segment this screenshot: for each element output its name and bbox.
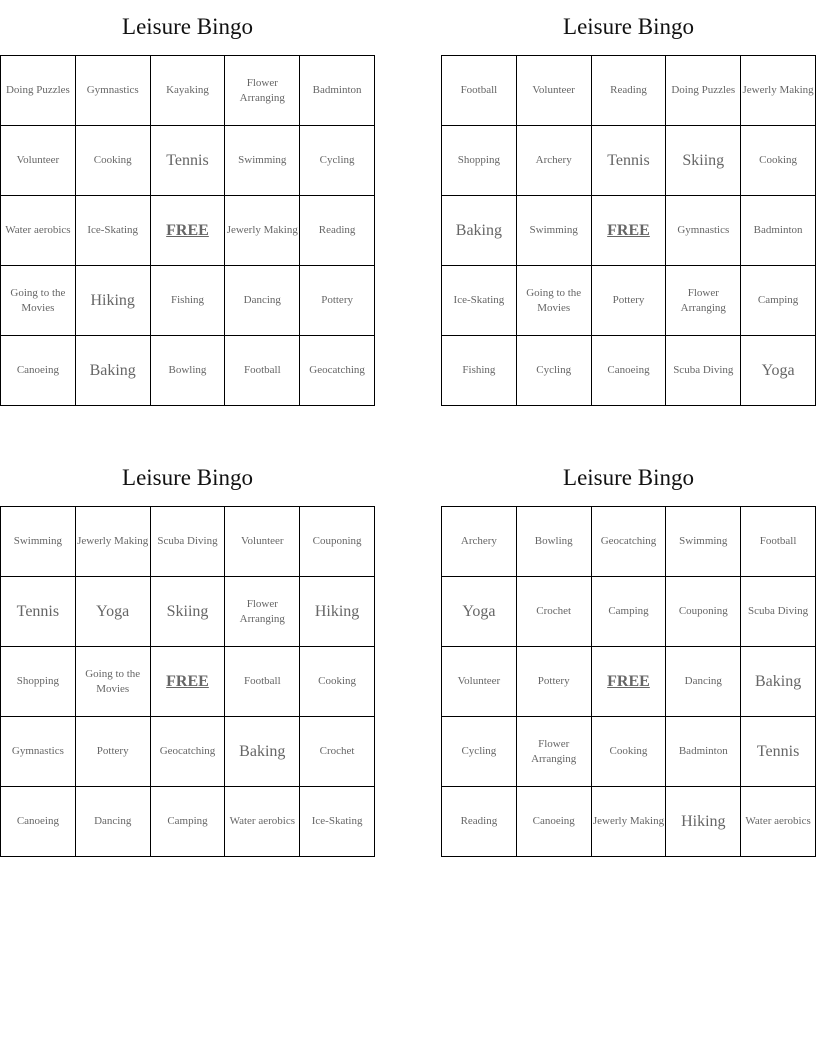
bingo-cell: Hiking [666,787,741,857]
bingo-cell: Badminton [666,717,741,787]
bingo-cell: Scuba Diving [151,507,226,577]
bingo-cell: Pottery [76,717,151,787]
bingo-cell: Baking [442,196,517,266]
bingo-cell: Camping [741,266,816,336]
card-title: Leisure Bingo [563,14,694,39]
bingo-cell: Cycling [300,126,375,196]
bingo-cell: Pottery [517,647,592,717]
bingo-cell: Reading [300,196,375,266]
free-space-cell: FREE [151,196,226,266]
bingo-cell: Gymnastics [666,196,741,266]
bingo-cell: Water aerobics [225,787,300,857]
bingo-cell: Scuba Diving [741,577,816,647]
bingo-cell: Swimming [225,126,300,196]
bingo-cell: Tennis [151,126,226,196]
bingo-cell: Canoeing [517,787,592,857]
bingo-cell: Volunteer [1,126,76,196]
bingo-cell: Football [442,56,517,126]
bingo-cell: Camping [592,577,667,647]
bingo-cell: Jewerly Making [592,787,667,857]
bingo-cell: Volunteer [517,56,592,126]
bingo-cell: Archery [442,507,517,577]
free-space-cell: FREE [151,647,226,717]
bingo-grid [441,506,816,857]
bingo-cell: Yoga [741,336,816,406]
bingo-cell: Going to the Movies [1,266,76,336]
bingo-cell: Couponing [300,507,375,577]
bingo-cell: Jewerly Making [225,196,300,266]
bingo-cell: Reading [442,787,517,857]
bingo-cell: Baking [741,647,816,717]
bingo-cell: Hiking [76,266,151,336]
bingo-cell: Cooking [300,647,375,717]
bingo-grid [441,55,816,406]
bingo-cell: Couponing [666,577,741,647]
free-space-cell: FREE [592,196,667,266]
bingo-cell: Canoeing [1,336,76,406]
bingo-cell: Football [741,507,816,577]
bingo-cell: Camping [151,787,226,857]
bingo-cell: Skiing [151,577,226,647]
bingo-cell: Dancing [666,647,741,717]
card-title: Leisure Bingo [122,14,253,39]
bingo-cell: Geocatching [300,336,375,406]
bingo-cell: Ice-Skating [442,266,517,336]
bingo-cell: Badminton [300,56,375,126]
bingo-cell: Gymnastics [1,717,76,787]
bingo-cell: Fishing [442,336,517,406]
bingo-cell: Swimming [517,196,592,266]
bingo-cell: Doing Puzzles [666,56,741,126]
bingo-cell: Tennis [592,126,667,196]
bingo-cell: Going to the Movies [76,647,151,717]
bingo-cell: Bowling [151,336,226,406]
bingo-cell: Tennis [741,717,816,787]
bingo-cell: Hiking [300,577,375,647]
bingo-cell: Archery [517,126,592,196]
bingo-cell: Jewerly Making [741,56,816,126]
bingo-cell: Badminton [741,196,816,266]
bingo-cell: Pottery [592,266,667,336]
bingo-cell: Fishing [151,266,226,336]
bingo-cell: Cycling [442,717,517,787]
bingo-cell: Volunteer [225,507,300,577]
bingo-cell: Cooking [592,717,667,787]
bingo-cell: Ice-Skating [76,196,151,266]
bingo-cell: Crochet [300,717,375,787]
bingo-cell: Flower Arranging [225,56,300,126]
bingo-cell: Canoeing [592,336,667,406]
bingo-grid [0,506,375,857]
bingo-cell: Ice-Skating [300,787,375,857]
bingo-cell: Tennis [1,577,76,647]
bingo-cell: Swimming [666,507,741,577]
bingo-cell: Football [225,336,300,406]
bingo-cell: Going to the Movies [517,266,592,336]
bingo-cell: Yoga [76,577,151,647]
bingo-cell: Flower Arranging [666,266,741,336]
bingo-cell: Water aerobics [1,196,76,266]
bingo-cell: Canoeing [1,787,76,857]
bingo-cell: Skiing [666,126,741,196]
bingo-cell: Geocatching [592,507,667,577]
bingo-cell: Crochet [517,577,592,647]
bingo-cell: Baking [76,336,151,406]
bingo-cell: Kayaking [151,56,226,126]
bingo-cell: Shopping [1,647,76,717]
bingo-cell: Yoga [442,577,517,647]
bingo-cell: Shopping [442,126,517,196]
bingo-cell: Reading [592,56,667,126]
bingo-cell: Cooking [741,126,816,196]
bingo-cell: Doing Puzzles [1,56,76,126]
card-title: Leisure Bingo [122,465,253,490]
bingo-cell: Cycling [517,336,592,406]
bingo-cell: Football [225,647,300,717]
bingo-cell: Scuba Diving [666,336,741,406]
free-space-cell: FREE [592,647,667,717]
bingo-cell: Cooking [76,126,151,196]
bingo-cell: Dancing [225,266,300,336]
bingo-cell: Swimming [1,507,76,577]
bingo-grid [0,55,375,406]
bingo-cell: Pottery [300,266,375,336]
card-title: Leisure Bingo [563,465,694,490]
bingo-cell: Gymnastics [76,56,151,126]
bingo-cell: Dancing [76,787,151,857]
bingo-cell: Geocatching [151,717,226,787]
bingo-cell: Baking [225,717,300,787]
bingo-cell: Flower Arranging [517,717,592,787]
bingo-cell: Flower Arranging [225,577,300,647]
bingo-cell: Jewerly Making [76,507,151,577]
bingo-cell: Volunteer [442,647,517,717]
bingo-cell: Water aerobics [741,787,816,857]
bingo-cell: Bowling [517,507,592,577]
